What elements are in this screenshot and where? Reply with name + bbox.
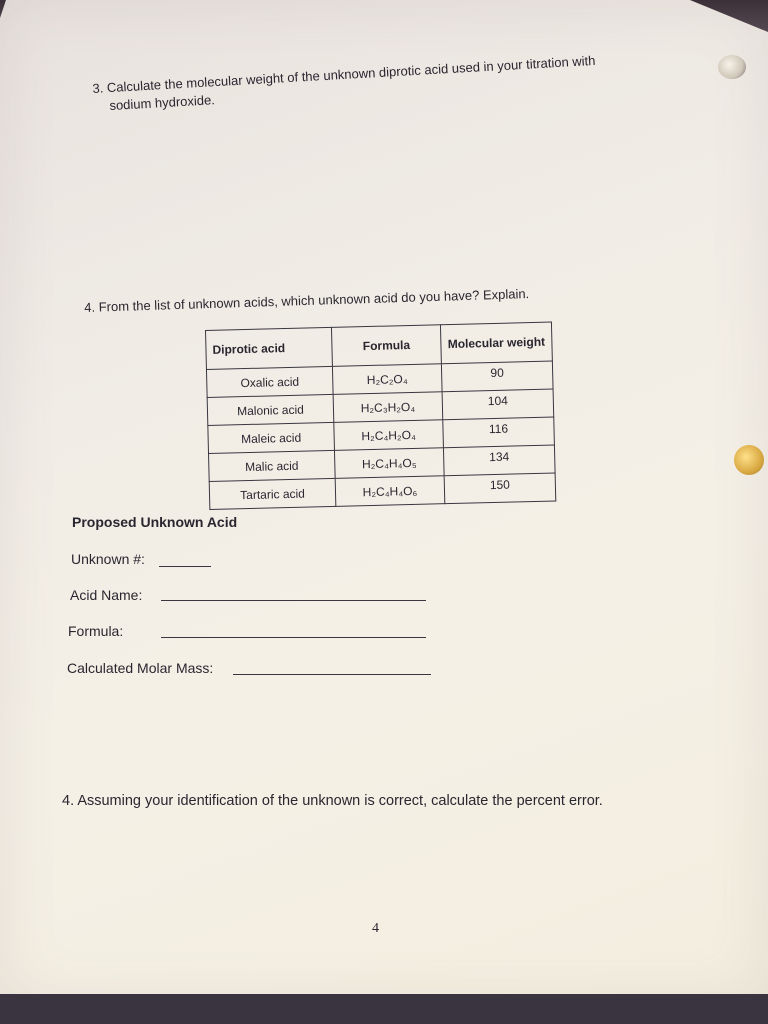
formula-label: Formula:	[68, 623, 124, 639]
weight-cell: 90	[441, 361, 553, 392]
formula-cell: H₂C₄H₂O₄	[334, 420, 444, 451]
question-3-line2: sodium hydroxide.	[109, 92, 216, 114]
weight-cell: 150	[444, 473, 556, 504]
acid-name-cell: Malic acid	[209, 450, 336, 481]
header-weight: Molecular weight	[440, 322, 552, 364]
acid-name-label: Acid Name:	[70, 587, 143, 603]
molar-mass-blank[interactable]	[233, 674, 431, 675]
acid-name-blank[interactable]	[161, 600, 426, 601]
acid-name-cell: Maleic acid	[208, 422, 335, 453]
weight-cell: 134	[443, 445, 555, 476]
formula-blank[interactable]	[161, 637, 426, 638]
formula-cell: H₂C₂O₄	[332, 364, 442, 395]
punch-hole-middle	[734, 445, 764, 475]
acid-table	[205, 322, 556, 510]
formula-cell: H₂C₃H₂O₄	[333, 392, 443, 423]
unknown-number-blank[interactable]	[159, 566, 211, 567]
header-acid: Diprotic acid	[206, 327, 333, 369]
formula-cell: H₂C₄H₄O₆	[335, 476, 445, 507]
question-4-percent-error: 4. Assuming your identification of the unknown is correct, calculate the percent error.	[62, 793, 603, 809]
weight-cell: 104	[442, 389, 554, 420]
punch-hole-top	[718, 55, 746, 79]
page-number: 4	[372, 921, 379, 936]
molar-mass-label: Calculated Molar Mass:	[67, 660, 214, 676]
formula-cell: H₂C₄H₄O₅	[334, 448, 444, 479]
acid-name-cell: Malonic acid	[207, 394, 334, 425]
acid-name-cell: Tartaric acid	[209, 478, 336, 509]
acid-name-cell: Oxalic acid	[206, 366, 333, 397]
proposed-heading: Proposed Unknown Acid	[72, 514, 238, 530]
unknown-number-label: Unknown #:	[71, 551, 145, 567]
question-3-line1: 3. Calculate the molecular weight of the unknown diprotic acid used in your titration with	[92, 52, 596, 96]
weight-cell: 116	[443, 417, 555, 448]
header-formula: Formula	[331, 325, 441, 367]
desk-bottom-edge	[0, 994, 768, 1024]
question-4-identify: 4. From the list of unknown acids, which unknown acid do you have? Explain.	[84, 286, 530, 315]
